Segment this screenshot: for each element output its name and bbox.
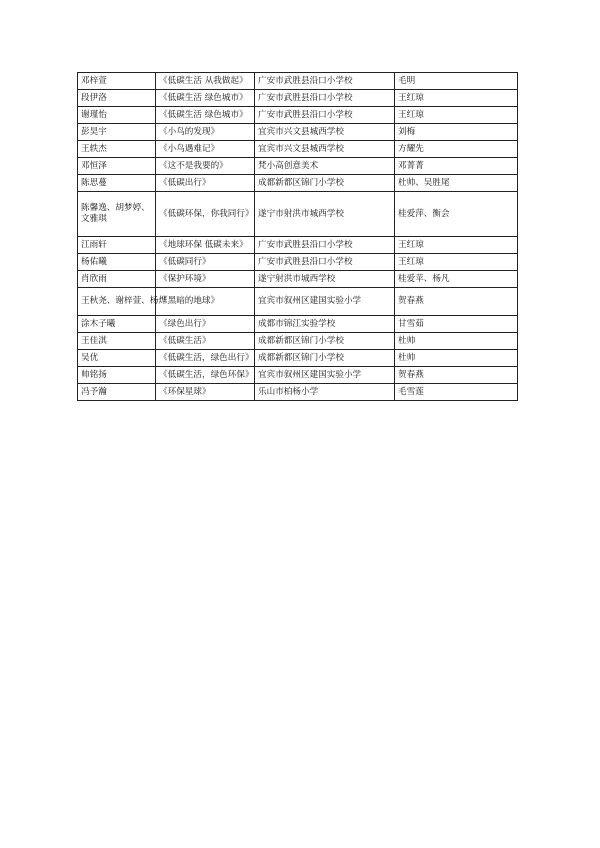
teacher-cell: 王红琼 bbox=[395, 254, 518, 271]
student-name-cell: 涂木子曦 bbox=[78, 316, 156, 333]
student-name-cell: 杨佑曦 bbox=[78, 254, 156, 271]
student-name-cell: 肖欣雨 bbox=[78, 271, 156, 288]
school-cell: 成都新都区锦门小学校 bbox=[255, 175, 395, 192]
teacher-cell: 贺春燕 bbox=[395, 288, 518, 316]
artwork-title-cell: 《低碳生活》 bbox=[156, 333, 255, 350]
student-name-cell: 邓恒泽 bbox=[78, 158, 156, 175]
teacher-cell: 贺春燕 bbox=[395, 367, 518, 384]
award-list-table bbox=[77, 72, 518, 401]
artwork-title-cell: 《小鸟遇难记》 bbox=[156, 141, 255, 158]
artwork-title-cell: 《低碳生活 绿色城市》 bbox=[156, 90, 255, 107]
artwork-title-cell: 《环保星球》 bbox=[156, 384, 255, 401]
teacher-cell: 杜帅 bbox=[395, 333, 518, 350]
teacher-cell: 邓菁菁 bbox=[395, 158, 518, 175]
school-cell: 宜宾市叙州区建国实验小学 bbox=[255, 367, 395, 384]
teacher-cell: 王红琼 bbox=[395, 90, 518, 107]
school-cell: 乐山市柏杨小学 bbox=[255, 384, 395, 401]
table-row bbox=[78, 192, 518, 237]
student-name-cell: 段伊洛 bbox=[78, 90, 156, 107]
artwork-title-cell: 《黑暗的地球》 bbox=[156, 288, 255, 316]
table-row bbox=[78, 384, 518, 401]
school-cell: 成都新都区锦门小学校 bbox=[255, 350, 395, 367]
teacher-cell: 王红琼 bbox=[395, 237, 518, 254]
artwork-title-cell: 《绿色出行》 bbox=[156, 316, 255, 333]
student-name-cell: 陈馨逸、胡梦婷、文雅琪 bbox=[78, 192, 156, 237]
table-body bbox=[78, 73, 518, 401]
artwork-title-cell: 《小鸟的发现》 bbox=[156, 124, 255, 141]
table-row bbox=[78, 333, 518, 350]
teacher-cell: 毛明 bbox=[395, 73, 518, 90]
school-cell: 遂宁市射洪市城西学校 bbox=[255, 192, 395, 237]
teacher-cell: 甘雪茹 bbox=[395, 316, 518, 333]
table-row bbox=[78, 288, 518, 316]
school-cell: 广安市武胜县沿口小学校 bbox=[255, 107, 395, 124]
school-cell: 宜宾市叙州区建国实验小学 bbox=[255, 288, 395, 316]
teacher-cell: 王红琼 bbox=[395, 107, 518, 124]
school-cell: 成都新都区锦门小学校 bbox=[255, 333, 395, 350]
artwork-title-cell: 《保护环境》 bbox=[156, 271, 255, 288]
artwork-title-cell: 《低碳生活 绿色城市》 bbox=[156, 107, 255, 124]
table-row bbox=[78, 158, 518, 175]
student-name-cell: 邓梓萱 bbox=[78, 73, 156, 90]
artwork-title-cell: 《低碳生活 从我做起》 bbox=[156, 73, 255, 90]
student-name-cell: 吴优 bbox=[78, 350, 156, 367]
teacher-cell: 桂爱苹、杨凡 bbox=[395, 271, 518, 288]
artwork-title-cell: 《低碳同行》 bbox=[156, 254, 255, 271]
table-row bbox=[78, 350, 518, 367]
table-row bbox=[78, 271, 518, 288]
artwork-title-cell: 《低碳出行》 bbox=[156, 175, 255, 192]
school-cell: 广安市武胜县沿口小学校 bbox=[255, 237, 395, 254]
table-row bbox=[78, 124, 518, 141]
artwork-title-cell: 《低碳生活，绿色环保》 bbox=[156, 367, 255, 384]
teacher-cell: 毛雪莲 bbox=[395, 384, 518, 401]
school-cell: 广安市武胜县沿口小学校 bbox=[255, 73, 395, 90]
artwork-title-cell: 《地球环保 低碳未来》 bbox=[156, 237, 255, 254]
table-row bbox=[78, 367, 518, 384]
student-name-cell: 帅铭扬 bbox=[78, 367, 156, 384]
table-row bbox=[78, 237, 518, 254]
artwork-title-cell: 《低碳环保，你我同行》 bbox=[156, 192, 255, 237]
artwork-title-cell: 《这不是我要的》 bbox=[156, 158, 255, 175]
school-cell: 梵小高创意美术 bbox=[255, 158, 395, 175]
artwork-title-cell: 《低碳生活，绿色出行》 bbox=[156, 350, 255, 367]
teacher-cell: 杜帅、吴胜尾 bbox=[395, 175, 518, 192]
table-row bbox=[78, 316, 518, 333]
table-row bbox=[78, 107, 518, 124]
teacher-cell: 方耀先 bbox=[395, 141, 518, 158]
student-name-cell: 王轶杰 bbox=[78, 141, 156, 158]
school-cell: 广安市武胜县沿口小学校 bbox=[255, 254, 395, 271]
table-row bbox=[78, 73, 518, 90]
student-name-cell: 冯予瀚 bbox=[78, 384, 156, 401]
teacher-cell: 桂爱萍、衡会 bbox=[395, 192, 518, 237]
school-cell: 成都市锦江实验学校 bbox=[255, 316, 395, 333]
student-name-cell: 王佳淇 bbox=[78, 333, 156, 350]
table-row bbox=[78, 175, 518, 192]
student-name-cell: 王秋尧、谢梓萱、杨烨 bbox=[78, 288, 156, 316]
student-name-cell: 谢瑾怡 bbox=[78, 107, 156, 124]
teacher-cell: 杜帅 bbox=[395, 350, 518, 367]
school-cell: 宜宾市兴文县城西学校 bbox=[255, 141, 395, 158]
student-name-cell: 陈思蔓 bbox=[78, 175, 156, 192]
table-row bbox=[78, 90, 518, 107]
school-cell: 宜宾市兴文县城西学校 bbox=[255, 124, 395, 141]
teacher-cell: 刘梅 bbox=[395, 124, 518, 141]
school-cell: 广安市武胜县沿口小学校 bbox=[255, 90, 395, 107]
table-row bbox=[78, 141, 518, 158]
student-name-cell: 江雨轩 bbox=[78, 237, 156, 254]
school-cell: 遂宁射洪市城西学校 bbox=[255, 271, 395, 288]
student-name-cell: 彭昊宇 bbox=[78, 124, 156, 141]
table-row bbox=[78, 254, 518, 271]
